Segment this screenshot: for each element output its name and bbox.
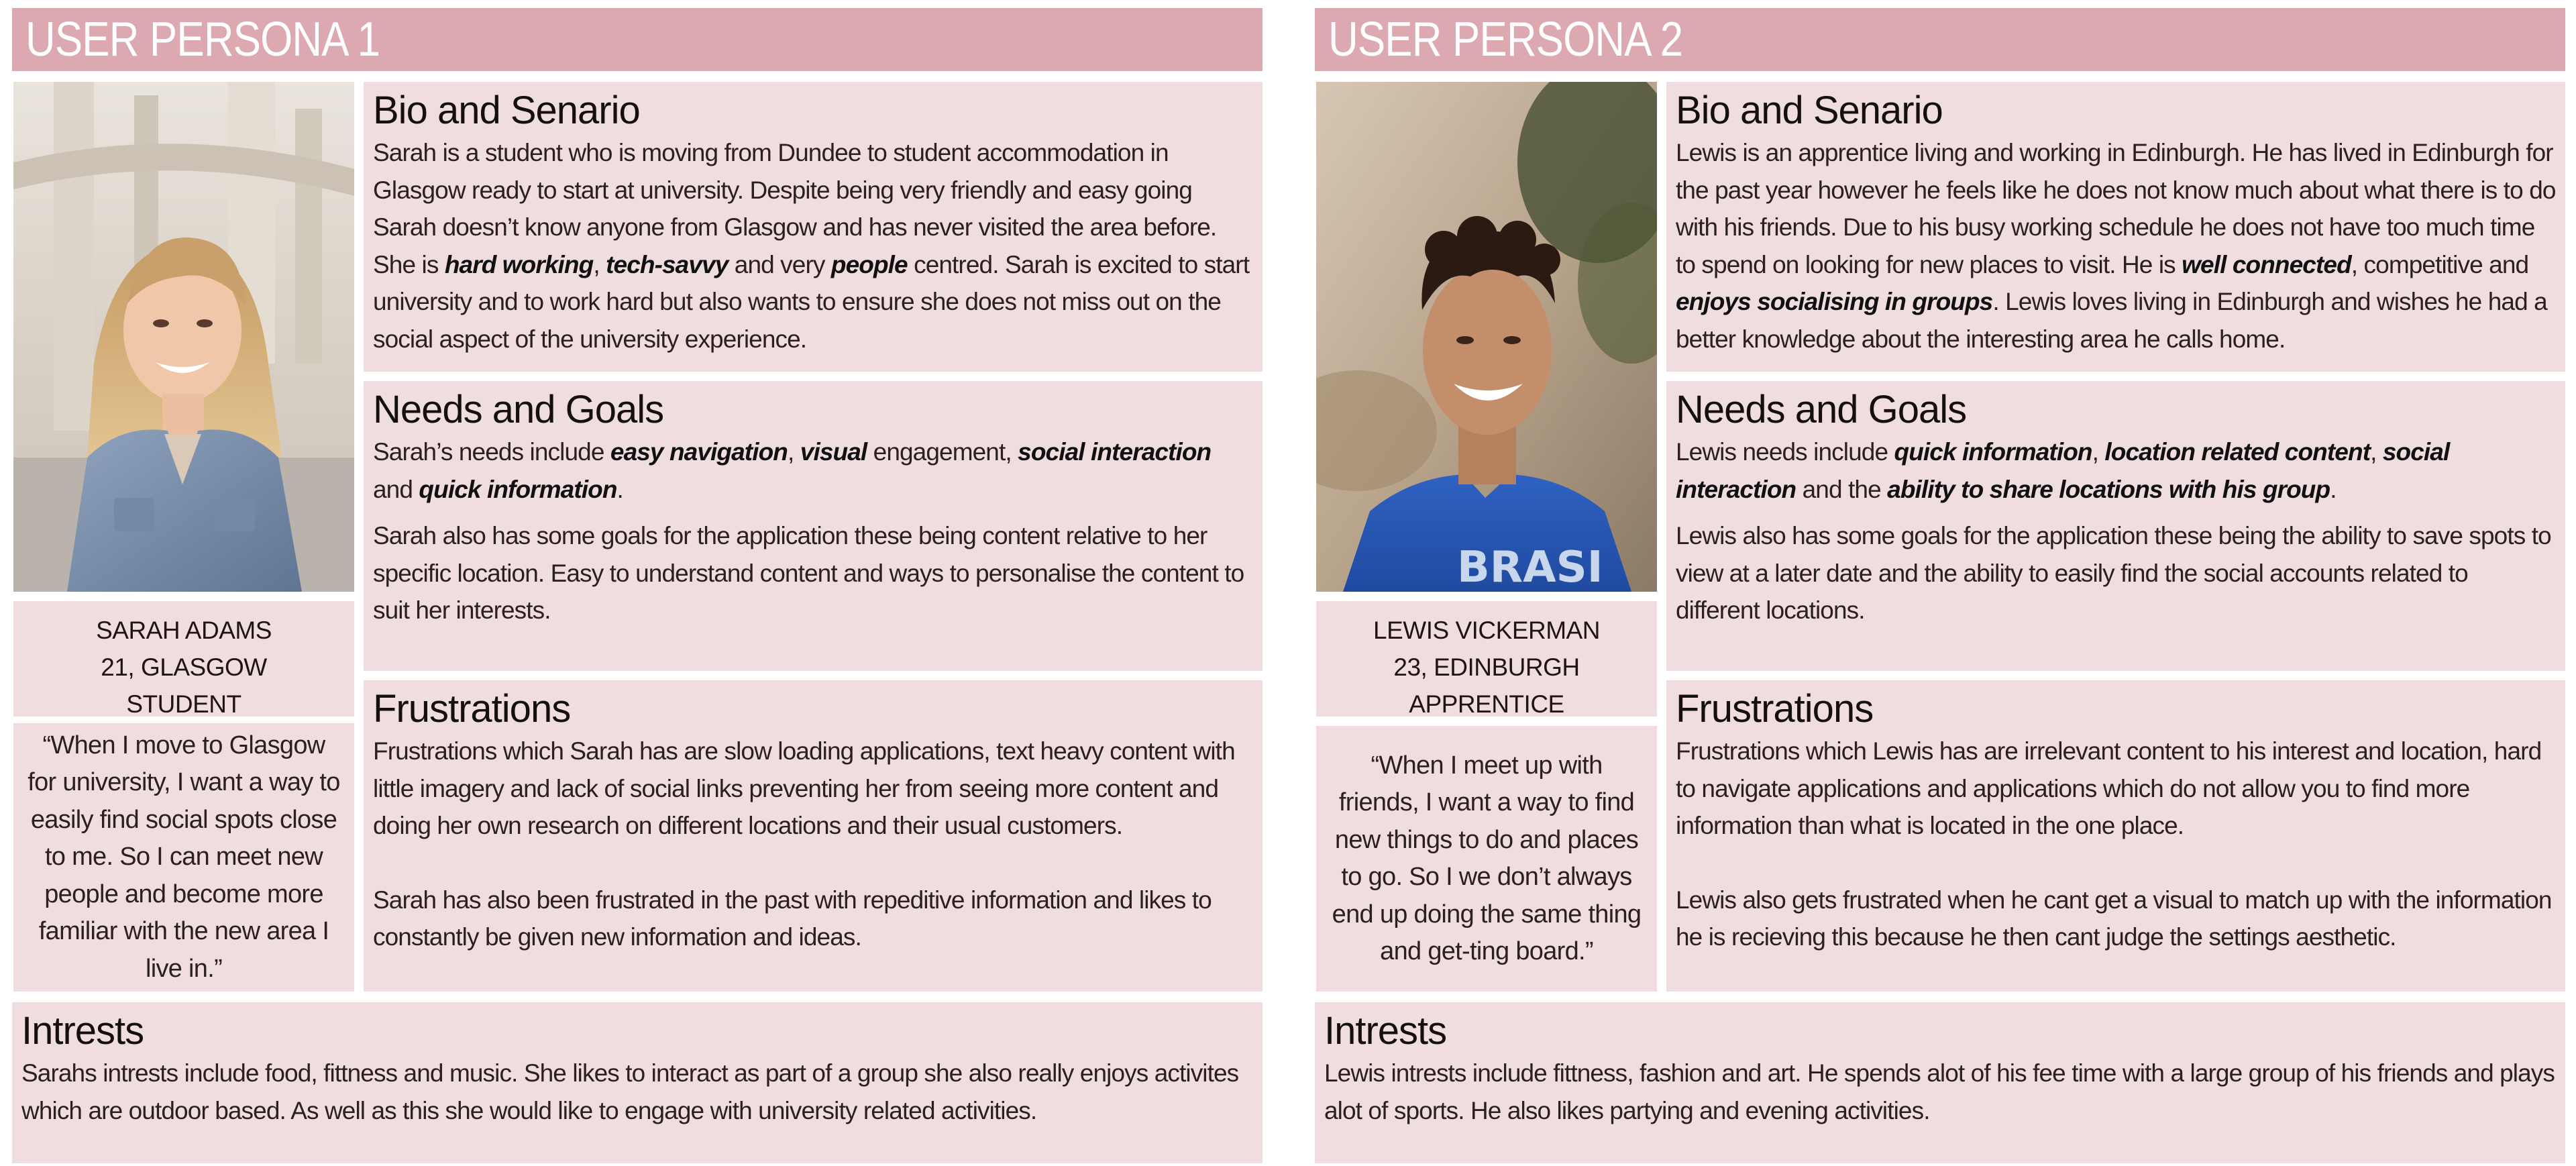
persona-1-photo (13, 82, 354, 592)
persona-1-interests-heading: Intrests (21, 1009, 144, 1053)
persona-1-needs-section (364, 381, 1263, 671)
persona-2-header (1315, 8, 2565, 71)
persona-1-frustrations-heading: Frustrations (373, 687, 571, 731)
persona-1-frustrations-text-2: Sarah has also been frustrated in the past with repeditive information and likes to constantly be given new information and ideas. (373, 886, 1212, 951)
persona-1-quote: “When I move to Glasgow for university, I want a way to easily find social spots close to me. So I can meet new people and become more familiar with the new area I live in.” (28, 731, 340, 983)
emphasis-text: social interaction (1676, 438, 2450, 503)
persona-2-quote-card (1316, 726, 1657, 992)
persona-1-interests-section (12, 1002, 1263, 1163)
persona-2-profile-card (1316, 601, 1657, 717)
persona-2-frustrations-text: Frustrations which Lewis has are irrelevant content to his interest and location, hard to navigate applications and applications which do not allow you to find more information than what is located in the one place. (1676, 737, 2542, 839)
emphasis-text: location related content (2104, 438, 2371, 466)
emphasis-text: visual (800, 438, 867, 466)
persona-1-bio-heading: Bio and Senario (373, 89, 640, 132)
persona-1-title: USER PERSONA 1 (25, 13, 380, 66)
persona-1-age-city: 21, GLASGOW (101, 653, 267, 681)
persona-1-quote-card (13, 723, 354, 992)
persona-2-frustrations-section (1666, 680, 2565, 992)
emphasis-text: easy navigation (610, 438, 788, 466)
emphasis-text: quick information (419, 475, 617, 503)
persona-2-age-city: 23, EDINBURGH (1393, 653, 1580, 681)
persona-2-bio-text: Lewis is an apprentice living and working in Edinburgh. He has lived in Edinburgh for the past year however he feels like he does not know much about what there is to do with his friends. Due to his busy working schedule he does not have too much time to spend on looking for new places to visit. He is well connected, competitive and enjoys socialising in groups. Lewis loves living in Edinburgh and wishes he had a better knowledge about the interesting area he calls home. (1676, 139, 2556, 353)
persona-1-occupation: STUDENT (126, 690, 241, 717)
persona-1-interests-text: Sarahs intrests include food, fittness and music. She likes to interact as part of a group she also really enjoys activites which are outdoor based. As well as this she would like to engage with university related activities. (21, 1059, 1239, 1124)
persona-1-frustrations-text: Frustrations which Sarah has are slow loading applications, text heavy content with little imagery and lack of social links preventing her from seeing more content and doing her own research on different locations and their usual customers. (373, 737, 1235, 839)
persona-1-needs-heading: Needs and Goals (373, 388, 664, 431)
persona-2-interests-section (1315, 1002, 2565, 1163)
persona-1-bio-text: Sarah is a student who is moving from Dundee to student accommodation in Glasgow ready to start at university. Despite being very friendly and easy going Sarah doesn’t know anyone from Glasgow and has never visited the area before. She is hard working, tech-savvy and very people centred. Sarah is excited to start university and to work hard but also wants to ensure she does not miss out on the social aspect of the university experience. (373, 139, 1250, 353)
persona-2-name: LEWIS VICKERMAN (1373, 617, 1600, 644)
persona-1-goals-text: Sarah also has some goals for the application these being content relative to her specific location. Easy to understand content and ways to personalise the content to suit her interests. (373, 522, 1244, 624)
persona-1-header (12, 8, 1263, 71)
emphasis-text: quick information (1894, 438, 2092, 466)
persona-2-needs-text: Lewis needs include quick information, location related content, social interaction and the ability to share locations with his group. (1676, 438, 2450, 503)
persona-2-bio-heading: Bio and Senario (1676, 89, 1943, 132)
persona-2-frustrations-heading: Frustrations (1676, 687, 1874, 731)
emphasis-text: social interaction (1018, 438, 1212, 466)
persona-2-needs-section (1666, 381, 2565, 671)
persona-2-photo (1316, 82, 1657, 592)
emphasis-text: well connected (2182, 250, 2351, 278)
emphasis-text: ability to share locations with his group (1887, 475, 2330, 503)
persona-1-bio-section (364, 82, 1263, 372)
persona-2-frustrations-text-2: Lewis also gets frustrated when he cant get a visual to match up with the information he is recieving this because he then cant judge the settings aesthetic. (1676, 886, 2552, 951)
persona-2-needs-heading: Needs and Goals (1676, 388, 1967, 431)
emphasis-text: people (830, 250, 908, 278)
persona-2-bio-section (1666, 82, 2565, 372)
persona-1-profile-card (13, 601, 354, 717)
svg-text:BRASI: BRASI (1457, 543, 1603, 592)
persona-1-frustrations-section (364, 680, 1263, 992)
emphasis-text: hard working (444, 250, 594, 278)
persona-2-goals-text: Lewis also has some goals for the application these being the ability to save spots to view at a later date and the ability to easily find the social accounts related to different locations. (1676, 522, 2551, 624)
persona-2-interests-text: Lewis intrests include fittness, fashion and art. He spends alot of his fee time with a large group of his friends and plays alot of sports. He also likes partying and evening activities. (1324, 1059, 2555, 1124)
persona-2-title: USER PERSONA 2 (1328, 13, 1683, 66)
persona-2-occupation: APPRENTICE (1409, 690, 1564, 717)
persona-1-needs-text: Sarah’s needs include easy navigation, visual engagement, social interaction and quick information. (373, 438, 1212, 503)
emphasis-text: tech-savvy (606, 250, 729, 278)
emphasis-text: enjoys socialising in groups (1676, 288, 1993, 315)
persona-1-name: SARAH ADAMS (96, 617, 272, 644)
persona-2-quote: “When I meet up with friends, I want a way to find new things to do and places to go. So I we don’t always end up doing the same thing and get-ting board.” (1332, 751, 1642, 965)
persona-2-interests-heading: Intrests (1324, 1009, 1447, 1053)
